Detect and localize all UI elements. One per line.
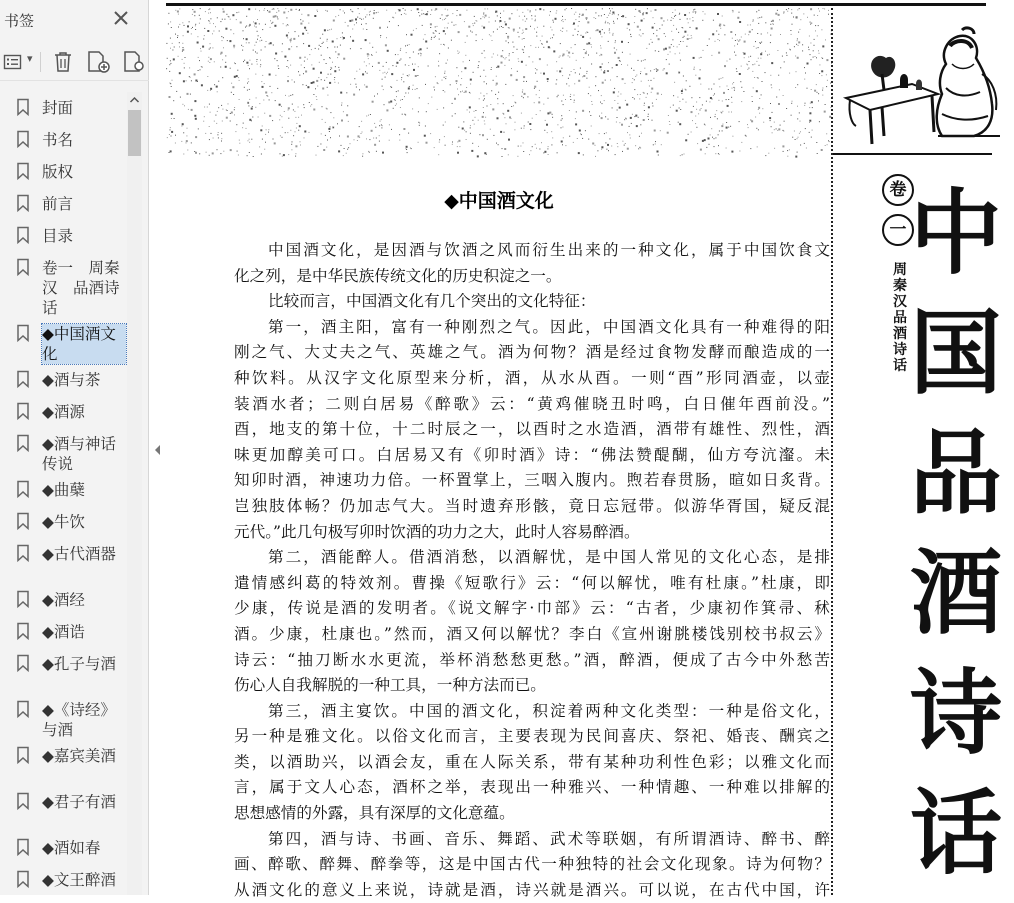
document-page <box>166 0 1014 899</box>
text-line: 刚之气、大丈夫之气、英雄之气。酒为何物？酒是经过食物发酵而酿造成的一 <box>234 343 830 362</box>
bookmark-icon <box>16 590 30 608</box>
bookmark-icon <box>16 654 30 672</box>
bookmark-properties-icon <box>122 59 148 78</box>
text-line: 化之列，是中华民族传统文化的历史积淀之一。 <box>234 266 562 285</box>
bookmark-icon <box>16 194 30 212</box>
scrollbar-thumb[interactable] <box>128 110 141 156</box>
bookmark-icon <box>16 622 30 640</box>
text-line: 第一，酒主阳，富有一种刚烈之气。因此，中国酒文化具有一种难得的阳 <box>268 317 830 336</box>
scroll-up-button[interactable] <box>127 92 142 108</box>
bookmark-label: ◆曲蘖 <box>42 481 85 499</box>
bookmark-icon <box>16 98 30 116</box>
text-line: 知卯时酒，神速功力倍。一杯置掌上，三咽入腹内。煦若春贯肠，暄如日炙背。 <box>234 471 830 490</box>
text-line: 岂独肢体畅？仍加志气大。当时遗弃形骸，竟日忘冠带。似游华胥国，疑反混 <box>234 496 830 515</box>
bookmark-scrollbar[interactable] <box>127 92 142 895</box>
text-line: 味更加醇美可口。白居易又有《卯时酒》诗：“佛法赞醍醐，仙方夸沆瀣。未 <box>234 445 830 464</box>
bookmark-icon <box>16 258 30 276</box>
text-line: 言，属于文人心态，酒杯之举，表现出一种雅兴、一种情趣、一种难以排解的 <box>234 778 830 797</box>
bookmark-icon <box>16 480 30 498</box>
bookmark-label: 版权 <box>42 163 74 181</box>
bookmark-label: ◆酒诰 <box>42 623 85 641</box>
add-bookmark-icon <box>86 59 112 78</box>
bookmark-label: ◆酒与神话传说 <box>42 435 116 473</box>
scholar-illustration <box>842 24 1002 150</box>
bookmark-label: 目录 <box>42 227 74 245</box>
text-line: 从酒文化的意义上来说，诗就是酒，诗兴就是酒兴。可以说，在古代中国，许 <box>234 880 830 899</box>
bookmark-icon <box>16 700 30 718</box>
bookmarks-panel-header <box>0 0 149 38</box>
bookmark-properties-button[interactable] <box>122 50 142 74</box>
bookmark-label: 卷一 周秦汉 品酒诗话 <box>42 259 120 317</box>
margin-dotted-divider <box>831 8 833 895</box>
list-view-button[interactable] <box>1 50 37 74</box>
big-vertical-title <box>909 155 1003 895</box>
bookmark-icon <box>16 792 30 810</box>
bookmark-label: ◆酒如春 <box>42 839 101 857</box>
bookmark-icon <box>16 162 30 180</box>
toolbar-divider <box>40 52 41 72</box>
text-line: 伤心人自我解脱的一种工具，一种方法而已。 <box>234 676 546 695</box>
bookmark-icon <box>16 130 30 148</box>
text-line: 遣情感纠葛的特效剂。曹操《短歌行》云：“何以解忧，唯有杜康。”杜康，即 <box>234 573 830 592</box>
bookmark-label: ◆酒源 <box>42 403 85 421</box>
add-bookmark-button[interactable] <box>86 50 112 74</box>
collapse-sidebar-button[interactable] <box>151 440 165 460</box>
bookmark-label: ◆《诗经》与酒 <box>42 701 116 739</box>
article-title: ◆中国酒文化 <box>444 190 554 212</box>
bookmark-label: ◆中国酒文化 <box>42 324 126 364</box>
text-line: 诗云：“抽刀断水水更流，举杯消愁愁更愁。”酒，醉酒，便成了古今中外愁苦 <box>234 650 830 669</box>
article-body <box>234 238 830 903</box>
text-line: 类，以酒助兴，以酒会友，重在人际关系，带有某种功利性色彩；以雅文化而 <box>234 752 830 771</box>
bookmark-icon <box>16 402 30 420</box>
volume-subtitle: 周秦汉品酒诗话 <box>893 262 907 374</box>
text-line: 中国酒文化，是因酒与饮酒之风而衍生出来的一种文化，属于中国饮食文 <box>268 241 830 259</box>
bookmark-label: ◆酒与茶 <box>42 371 101 389</box>
bookmark-label: ◆孔子与酒 <box>42 655 116 673</box>
bookmarks-toolbar <box>0 44 149 81</box>
bookmark-icon <box>16 370 30 388</box>
bookmark-label: ◆君子有酒 <box>42 793 116 811</box>
chevron-down-icon: ▾ <box>27 52 33 65</box>
text-line: 元代。”此几句极写卯时饮酒的功力之大，此时人容易醉酒。 <box>234 522 640 541</box>
text-line: 酒。少康，杜康也。”然而，酒又何以解忧？李白《宣州谢朓楼饯别校书叔云》 <box>234 624 830 643</box>
bookmark-list <box>0 92 128 895</box>
text-line: 第二，酒能醉人。借酒消愁，以酒解忧，是中国人常见的文化心态，是排 <box>268 548 830 567</box>
text-line: 第四，酒与诗、书画、音乐、舞蹈、武术等联姻，有所谓酒诗、醉书、醉 <box>268 829 830 848</box>
bookmark-label: 书名 <box>42 131 74 149</box>
page-top-rule <box>166 3 986 6</box>
trash-icon <box>52 59 74 78</box>
big-title-text: 中国品酒诗话 <box>909 179 1003 887</box>
bookmark-label: ◆酒经 <box>42 591 85 609</box>
bookmark-icon <box>16 838 30 856</box>
bookmark-icon <box>16 746 30 764</box>
text-line: 装酒水者；二则白居易《醉歌》云：“黄鸡催晓丑时鸣，白日催年酉前没。” <box>234 394 830 413</box>
bookmark-label: ◆牛饮 <box>42 513 85 531</box>
chevron-left-icon <box>151 445 165 464</box>
text-line: 另一种是雅文化。以俗文化而言，主要表现为民间喜庆、祭祀、婚丧、酬宾之 <box>234 727 830 746</box>
bookmark-icon <box>16 324 30 342</box>
bookmarks-panel-title: 书签 <box>4 12 35 30</box>
volume-badge-juan: 卷 <box>882 174 914 206</box>
text-line: 第三，酒主宴饮。中国的酒文化，积淀着两种文化类型：一种是俗文化， <box>268 701 830 720</box>
text-line: 比较而言，中国酒文化有几个突出的文化特征： <box>268 292 596 311</box>
delete-bookmark-button[interactable] <box>52 50 76 74</box>
bookmark-icon <box>16 544 30 562</box>
close-icon[interactable] <box>112 9 130 27</box>
text-line: 种饮料。从汉字文化原型来分析，酒，从水从酉。一则“酉”形同酒壶，以壶 <box>234 368 830 387</box>
bookmark-icon <box>16 512 30 530</box>
bookmark-label: ◆古代酒器 <box>42 545 116 563</box>
bookmarks-panel <box>0 0 149 895</box>
bookmark-label: 前言 <box>42 195 74 213</box>
bookmark-icon <box>16 434 30 452</box>
bookmark-label: ◆文王醉酒 <box>42 871 116 889</box>
bookmark-label: 封面 <box>42 99 74 117</box>
text-line: 少康，传说是酒的发明者。《说文解字·巾部》云：“古者，少康初作箕帚、秫 <box>234 599 830 618</box>
speckled-header-band <box>166 8 832 156</box>
bookmark-label: ◆嘉宾美酒 <box>42 747 116 765</box>
text-line: 思想感情的外露，具有深厚的文化意蕴。 <box>234 804 515 823</box>
text-line: 画、醉歌、醉舞、醉拳等，这是中国古代一种独特的社会文化现象。诗为何物？ <box>234 855 830 874</box>
volume-badge-number: 一 <box>882 214 914 246</box>
text-line: 酉，地支的第十位，十二时辰之一，以酉时之水造酒，酒带有雄性、烈性，酒 <box>234 420 830 439</box>
bookmark-icon <box>16 226 30 244</box>
bookmark-icon <box>16 870 30 888</box>
